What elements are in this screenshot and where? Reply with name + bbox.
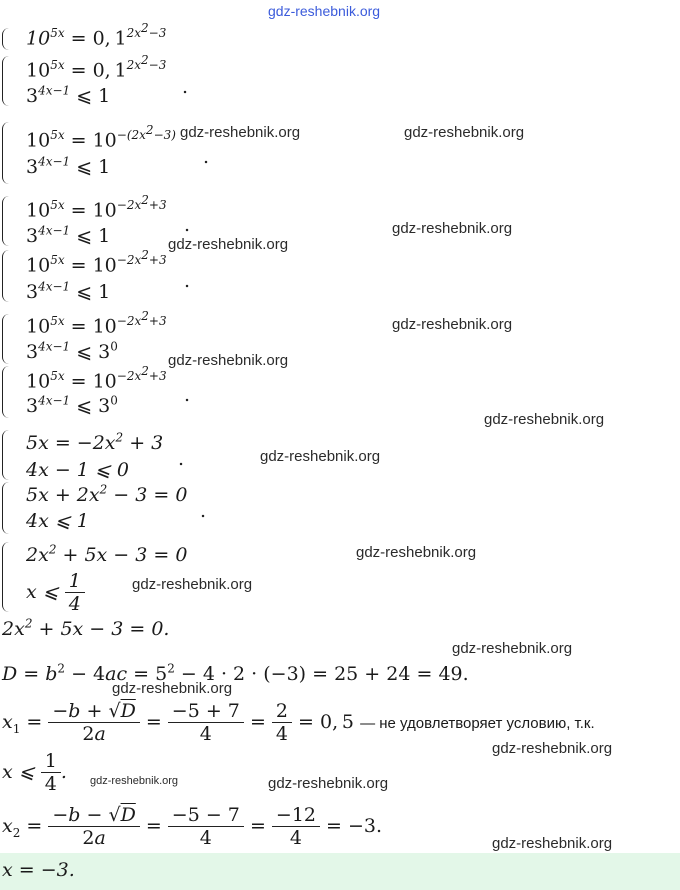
system-brace xyxy=(2,482,11,534)
system-brace xyxy=(2,542,11,612)
watermark[interactable]: gdz-reshebnik.org xyxy=(180,124,301,141)
watermark[interactable]: gdz-reshebnik.org xyxy=(112,680,233,697)
system-line: $10^{5x} = 10^{-2x^2+3}$ xyxy=(26,193,167,222)
system-brace xyxy=(2,56,11,106)
watermark-top[interactable]: gdz-reshebnik.org xyxy=(268,3,381,19)
watermark[interactable]: gdz-reshebnik.org xyxy=(132,576,253,593)
watermark[interactable]: gdz-reshebnik.org xyxy=(392,220,513,237)
system-line: $5x + 2x^2 - 3 = 0$ xyxy=(26,482,188,506)
dot: . xyxy=(200,500,207,522)
x2-formula: $x_2$ = $\frac{-b - √D}{2a}$ = $\frac{-5 - 7}{4}$ = $\frac{-12}{4}$ = −3. xyxy=(2,804,383,849)
x1-condition: x ⩽ $\frac{1}{4}$ . xyxy=(2,750,67,795)
x1-note: — не удовлетворяет условию, т.к. xyxy=(360,715,595,732)
system-line: $10^{5x} = 10^{-2x^2+3}$ xyxy=(26,309,167,338)
system-line: $10^{5x} = 0$, $1^{2x^2-3}$ xyxy=(26,21,167,50)
watermark[interactable]: gdz-reshebnik.org xyxy=(492,835,613,852)
system-brace xyxy=(2,28,11,50)
system-brace xyxy=(2,196,11,246)
system-line: $3^{4x-1}$ ⩽ $3^0$ xyxy=(26,393,118,417)
system-brace xyxy=(2,122,11,184)
system-line: x ⩽ $\frac{1}{4}$ xyxy=(26,572,85,614)
system-line: $5x = -2x^2 + 3$ xyxy=(26,430,164,454)
dot: . xyxy=(184,214,191,236)
system-line: $3^{4x-1}$ ⩽ $3^0$ xyxy=(26,339,118,363)
system-brace xyxy=(2,314,11,364)
watermark[interactable]: gdz-reshebnik.org xyxy=(392,316,513,333)
system-line: $3^{4x-1}$ ⩽ 1 xyxy=(26,279,111,303)
dot: . xyxy=(182,76,189,98)
discriminant: $D = b^2 - 4ac = 5^2 - 4 \cdot 2 \cdot (-3) = 25 + 24 = 49$. xyxy=(2,661,469,685)
system-line: $10^{5x} = 10^{-2x^2+3}$ xyxy=(26,248,167,277)
watermark[interactable]: gdz-reshebnik.org xyxy=(492,740,613,757)
system-line: $2x^2 + 5x - 3 = 0$ xyxy=(26,542,188,566)
watermark[interactable]: gdz-reshebnik.org xyxy=(404,124,525,141)
answer-box xyxy=(0,853,680,890)
dot: . xyxy=(184,384,191,406)
x1-formula: $x_1$ = $\frac{-b + √D}{2a}$ = $\frac{-5 + 7}{4}$ = $\frac{2}{4}$ = 0, 5 — не удовлетворяет условию, т.к. xyxy=(2,700,595,745)
system-brace xyxy=(2,430,11,480)
system-brace xyxy=(2,366,11,418)
watermark[interactable]: gdz-reshebnik.org xyxy=(260,448,381,465)
watermark[interactable]: gdz-reshebnik.org xyxy=(268,775,389,792)
watermark[interactable]: gdz-reshebnik.org xyxy=(168,352,289,369)
dot: . xyxy=(184,270,191,292)
answer: x = −3. xyxy=(2,859,75,881)
system-line: 4x ⩽ 1 xyxy=(26,510,89,532)
quadratic-equation: $2x^2 + 5x - 3 = 0$. xyxy=(2,616,170,640)
system-line: 4x − 1 ⩽ 0 xyxy=(26,459,129,481)
watermark[interactable]: gdz-reshebnik.org xyxy=(484,411,605,428)
system-line: $3^{4x-1}$ ⩽ 1 xyxy=(26,154,111,178)
watermark[interactable]: gdz-reshebnik.org xyxy=(90,775,179,787)
system-line: $10^{5x} = 10^{-2x^2+3}$ xyxy=(26,364,167,393)
system-line: $10^{5x} = 0$, $1^{2x^2-3}$ xyxy=(26,53,167,82)
dot: . xyxy=(178,448,185,470)
system-line: $3^{4x-1}$ ⩽ 1 xyxy=(26,83,111,107)
watermark[interactable]: gdz-reshebnik.org xyxy=(356,544,477,561)
system-line: $3^{4x-1}$ ⩽ 1 xyxy=(26,223,111,247)
system-brace xyxy=(2,250,11,302)
watermark[interactable]: gdz-reshebnik.org xyxy=(168,236,289,253)
dot: . xyxy=(203,146,210,168)
system-line: $10^{5x} = 10^{-(2x^2-3)}$ xyxy=(26,123,176,152)
watermark[interactable]: gdz-reshebnik.org xyxy=(452,640,573,657)
